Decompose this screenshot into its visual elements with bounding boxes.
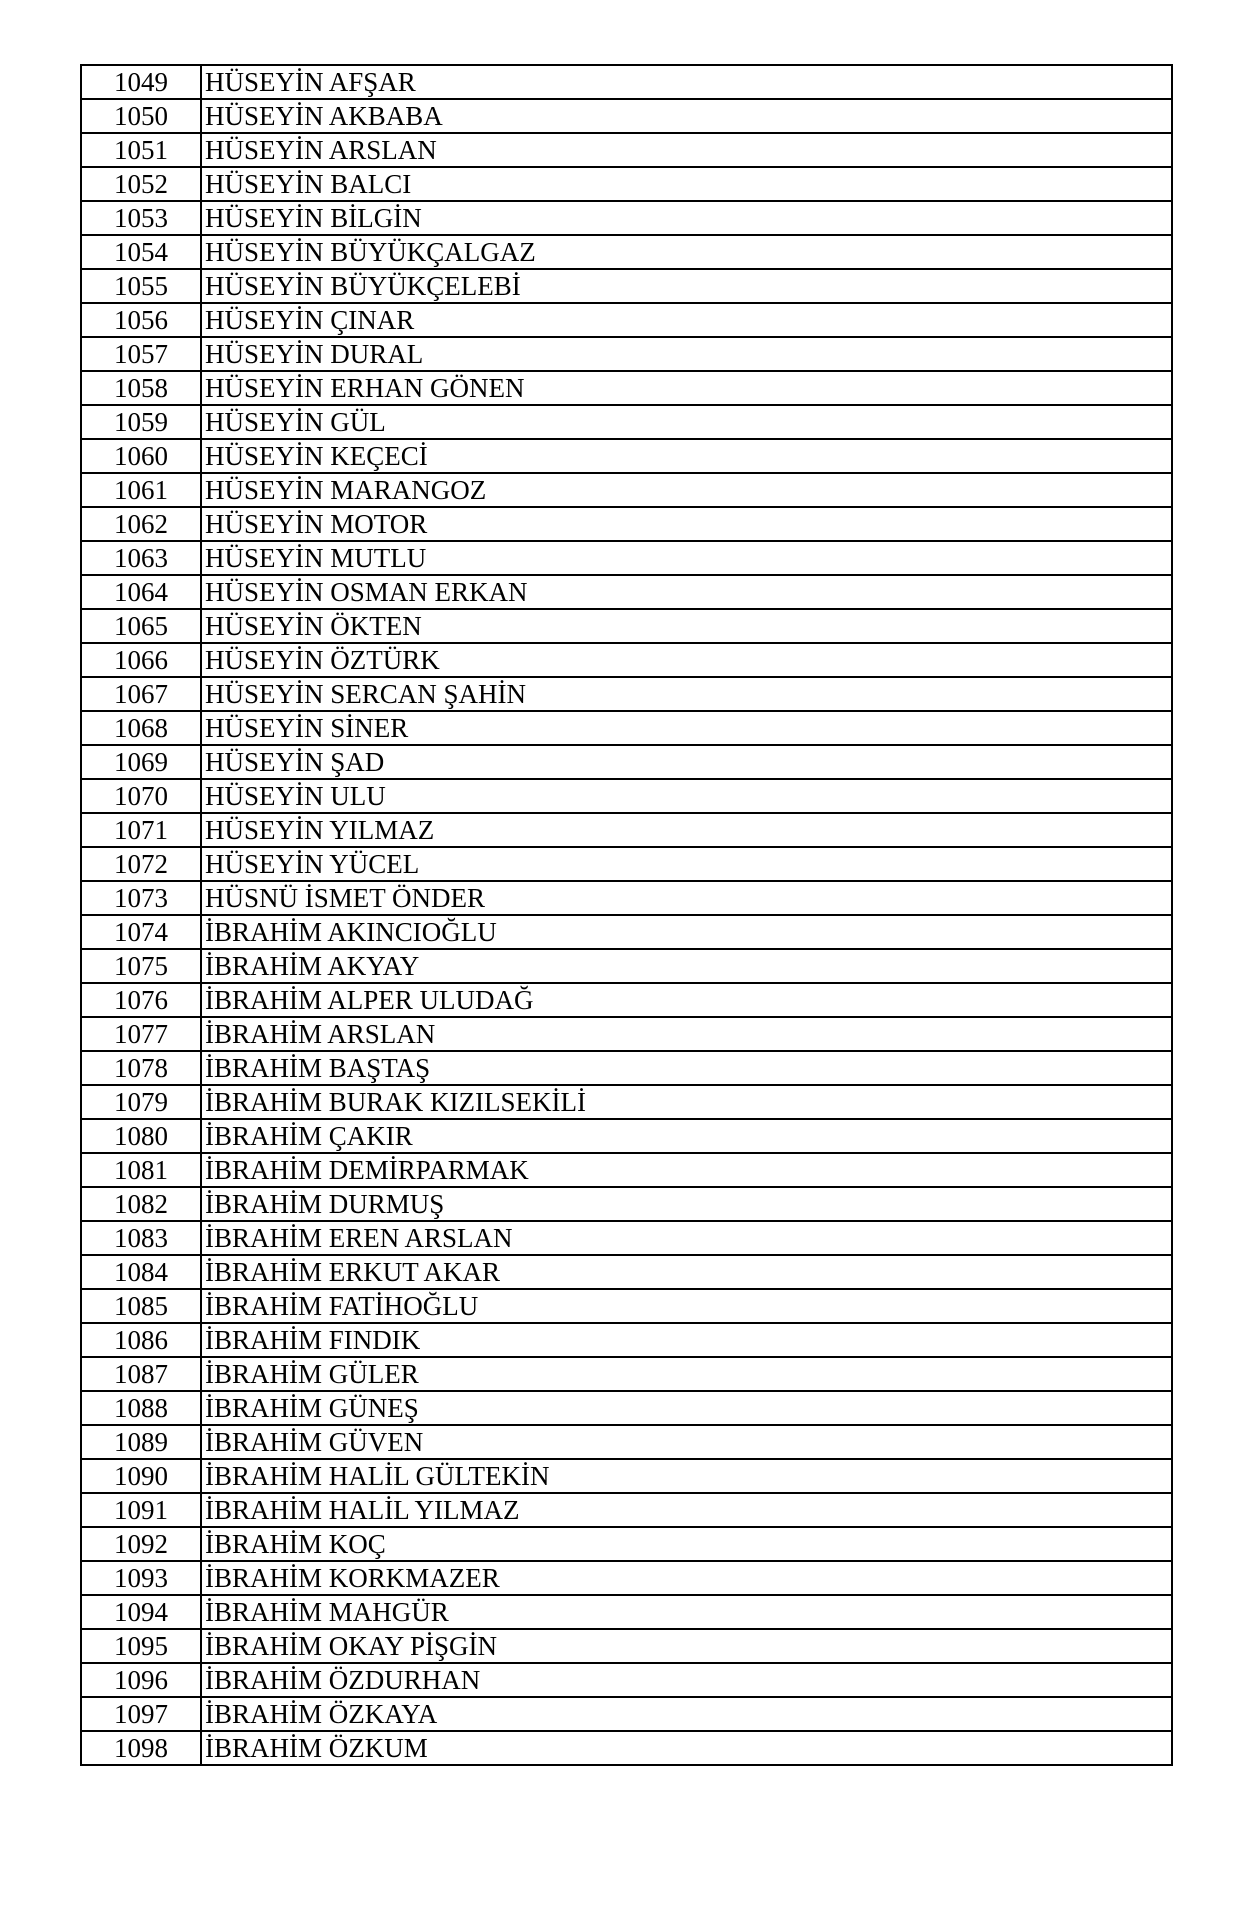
table-row [81, 1119, 1172, 1153]
row-number: 1084 [81, 1255, 201, 1289]
row-number: 1088 [81, 1391, 201, 1425]
row-number: 1076 [81, 983, 201, 1017]
person-name: HÜSEYİN MUTLU [201, 541, 1172, 575]
table-row [81, 167, 1172, 201]
table-row [81, 1289, 1172, 1323]
person-name: HÜSEYİN AKBABA [201, 99, 1172, 133]
person-name: İBRAHİM HALİL YILMAZ [201, 1493, 1172, 1527]
table-row [81, 541, 1172, 575]
row-number: 1064 [81, 575, 201, 609]
table-row [81, 677, 1172, 711]
row-number: 1053 [81, 201, 201, 235]
row-number: 1059 [81, 405, 201, 439]
person-name: HÜSEYİN OSMAN ERKAN [201, 575, 1172, 609]
table-row [81, 745, 1172, 779]
person-name: İBRAHİM FATİHOĞLU [201, 1289, 1172, 1323]
row-number: 1073 [81, 881, 201, 915]
row-number: 1050 [81, 99, 201, 133]
table-row [81, 405, 1172, 439]
table-row [81, 1255, 1172, 1289]
row-number: 1072 [81, 847, 201, 881]
table-row [81, 439, 1172, 473]
table-row [81, 201, 1172, 235]
table-row [81, 473, 1172, 507]
person-name: HÜSEYİN BALCI [201, 167, 1172, 201]
table-row [81, 1323, 1172, 1357]
person-name: İBRAHİM KOÇ [201, 1527, 1172, 1561]
name-list-table [80, 64, 1173, 1766]
row-number: 1060 [81, 439, 201, 473]
person-name: İBRAHİM DEMİRPARMAK [201, 1153, 1172, 1187]
table-row [81, 371, 1172, 405]
person-name: İBRAHİM ERKUT AKAR [201, 1255, 1172, 1289]
row-number: 1049 [81, 65, 201, 99]
row-number: 1097 [81, 1697, 201, 1731]
row-number: 1092 [81, 1527, 201, 1561]
person-name: İBRAHİM EREN ARSLAN [201, 1221, 1172, 1255]
person-name: İBRAHİM ALPER ULUDAĞ [201, 983, 1172, 1017]
row-number: 1087 [81, 1357, 201, 1391]
person-name: İBRAHİM AKINCIOĞLU [201, 915, 1172, 949]
person-name: HÜSEYİN GÜL [201, 405, 1172, 439]
person-name: HÜSNÜ İSMET ÖNDER [201, 881, 1172, 915]
row-number: 1061 [81, 473, 201, 507]
row-number: 1071 [81, 813, 201, 847]
row-number: 1082 [81, 1187, 201, 1221]
table-row [81, 99, 1172, 133]
table-row [81, 1561, 1172, 1595]
row-number: 1094 [81, 1595, 201, 1629]
row-number: 1068 [81, 711, 201, 745]
person-name: İBRAHİM DURMUŞ [201, 1187, 1172, 1221]
row-number: 1083 [81, 1221, 201, 1255]
person-name: İBRAHİM HALİL GÜLTEKİN [201, 1459, 1172, 1493]
table-row [81, 337, 1172, 371]
table-row [81, 1629, 1172, 1663]
person-name: HÜSEYİN BİLGİN [201, 201, 1172, 235]
person-name: İBRAHİM ÖZKUM [201, 1731, 1172, 1765]
table-row [81, 1085, 1172, 1119]
row-number: 1052 [81, 167, 201, 201]
person-name: HÜSEYİN BÜYÜKÇALGAZ [201, 235, 1172, 269]
row-number: 1098 [81, 1731, 201, 1765]
row-number: 1080 [81, 1119, 201, 1153]
table-row [81, 949, 1172, 983]
row-number: 1095 [81, 1629, 201, 1663]
table-row [81, 1493, 1172, 1527]
person-name: İBRAHİM ÖZDURHAN [201, 1663, 1172, 1697]
table-row [81, 813, 1172, 847]
row-number: 1090 [81, 1459, 201, 1493]
person-name: İBRAHİM BAŞTAŞ [201, 1051, 1172, 1085]
row-number: 1078 [81, 1051, 201, 1085]
person-name: HÜSEYİN ÖZTÜRK [201, 643, 1172, 677]
row-number: 1081 [81, 1153, 201, 1187]
table-row [81, 1527, 1172, 1561]
row-number: 1066 [81, 643, 201, 677]
table-row [81, 1153, 1172, 1187]
table-row [81, 847, 1172, 881]
person-name: İBRAHİM MAHGÜR [201, 1595, 1172, 1629]
person-name: HÜSEYİN BÜYÜKÇELEBİ [201, 269, 1172, 303]
row-number: 1093 [81, 1561, 201, 1595]
row-number: 1054 [81, 235, 201, 269]
person-name: İBRAHİM GÜNEŞ [201, 1391, 1172, 1425]
person-name: HÜSEYİN AFŞAR [201, 65, 1172, 99]
person-name: HÜSEYİN ULU [201, 779, 1172, 813]
row-number: 1058 [81, 371, 201, 405]
row-number: 1089 [81, 1425, 201, 1459]
row-number: 1070 [81, 779, 201, 813]
person-name: İBRAHİM ÖZKAYA [201, 1697, 1172, 1731]
row-number: 1085 [81, 1289, 201, 1323]
row-number: 1056 [81, 303, 201, 337]
row-number: 1096 [81, 1663, 201, 1697]
table-row [81, 1187, 1172, 1221]
table-row [81, 303, 1172, 337]
person-name: HÜSEYİN SİNER [201, 711, 1172, 745]
row-number: 1065 [81, 609, 201, 643]
person-name: HÜSEYİN MOTOR [201, 507, 1172, 541]
person-name: İBRAHİM ARSLAN [201, 1017, 1172, 1051]
table-row [81, 1697, 1172, 1731]
table-row [81, 65, 1172, 99]
table-row [81, 133, 1172, 167]
table-row [81, 507, 1172, 541]
table-row [81, 1221, 1172, 1255]
person-name: HÜSEYİN MARANGOZ [201, 473, 1172, 507]
table-row [81, 1663, 1172, 1697]
row-number: 1051 [81, 133, 201, 167]
person-name: HÜSEYİN ÇINAR [201, 303, 1172, 337]
person-name: HÜSEYİN YÜCEL [201, 847, 1172, 881]
table-row [81, 779, 1172, 813]
table-row [81, 643, 1172, 677]
person-name: HÜSEYİN ŞAD [201, 745, 1172, 779]
table-row [81, 983, 1172, 1017]
table-row [81, 1051, 1172, 1085]
person-name: İBRAHİM GÜLER [201, 1357, 1172, 1391]
person-name: HÜSEYİN ERHAN GÖNEN [201, 371, 1172, 405]
person-name: HÜSEYİN SERCAN ŞAHİN [201, 677, 1172, 711]
person-name: İBRAHİM BURAK KIZILSEKİLİ [201, 1085, 1172, 1119]
person-name: HÜSEYİN ARSLAN [201, 133, 1172, 167]
row-number: 1075 [81, 949, 201, 983]
person-name: HÜSEYİN KEÇECİ [201, 439, 1172, 473]
table-row [81, 609, 1172, 643]
person-name: İBRAHİM GÜVEN [201, 1425, 1172, 1459]
row-number: 1063 [81, 541, 201, 575]
table-row [81, 1357, 1172, 1391]
table-row [81, 269, 1172, 303]
row-number: 1086 [81, 1323, 201, 1357]
row-number: 1074 [81, 915, 201, 949]
person-name: HÜSEYİN DURAL [201, 337, 1172, 371]
row-number: 1079 [81, 1085, 201, 1119]
table-row [81, 235, 1172, 269]
table-row [81, 1595, 1172, 1629]
table-row [81, 1391, 1172, 1425]
table-row [81, 711, 1172, 745]
row-number: 1062 [81, 507, 201, 541]
person-name: İBRAHİM KORKMAZER [201, 1561, 1172, 1595]
table-row [81, 1459, 1172, 1493]
row-number: 1067 [81, 677, 201, 711]
person-name: HÜSEYİN YILMAZ [201, 813, 1172, 847]
person-name: HÜSEYİN ÖKTEN [201, 609, 1172, 643]
row-number: 1057 [81, 337, 201, 371]
row-number: 1091 [81, 1493, 201, 1527]
person-name: İBRAHİM OKAY PİŞGİN [201, 1629, 1172, 1663]
row-number: 1055 [81, 269, 201, 303]
table-row [81, 1017, 1172, 1051]
table-row [81, 1731, 1172, 1765]
table-row [81, 915, 1172, 949]
table-row [81, 881, 1172, 915]
person-name: İBRAHİM FINDIK [201, 1323, 1172, 1357]
person-name: İBRAHİM AKYAY [201, 949, 1172, 983]
row-number: 1077 [81, 1017, 201, 1051]
table-body [81, 65, 1172, 1765]
table-row [81, 1425, 1172, 1459]
person-name: İBRAHİM ÇAKIR [201, 1119, 1172, 1153]
row-number: 1069 [81, 745, 201, 779]
table-row [81, 575, 1172, 609]
